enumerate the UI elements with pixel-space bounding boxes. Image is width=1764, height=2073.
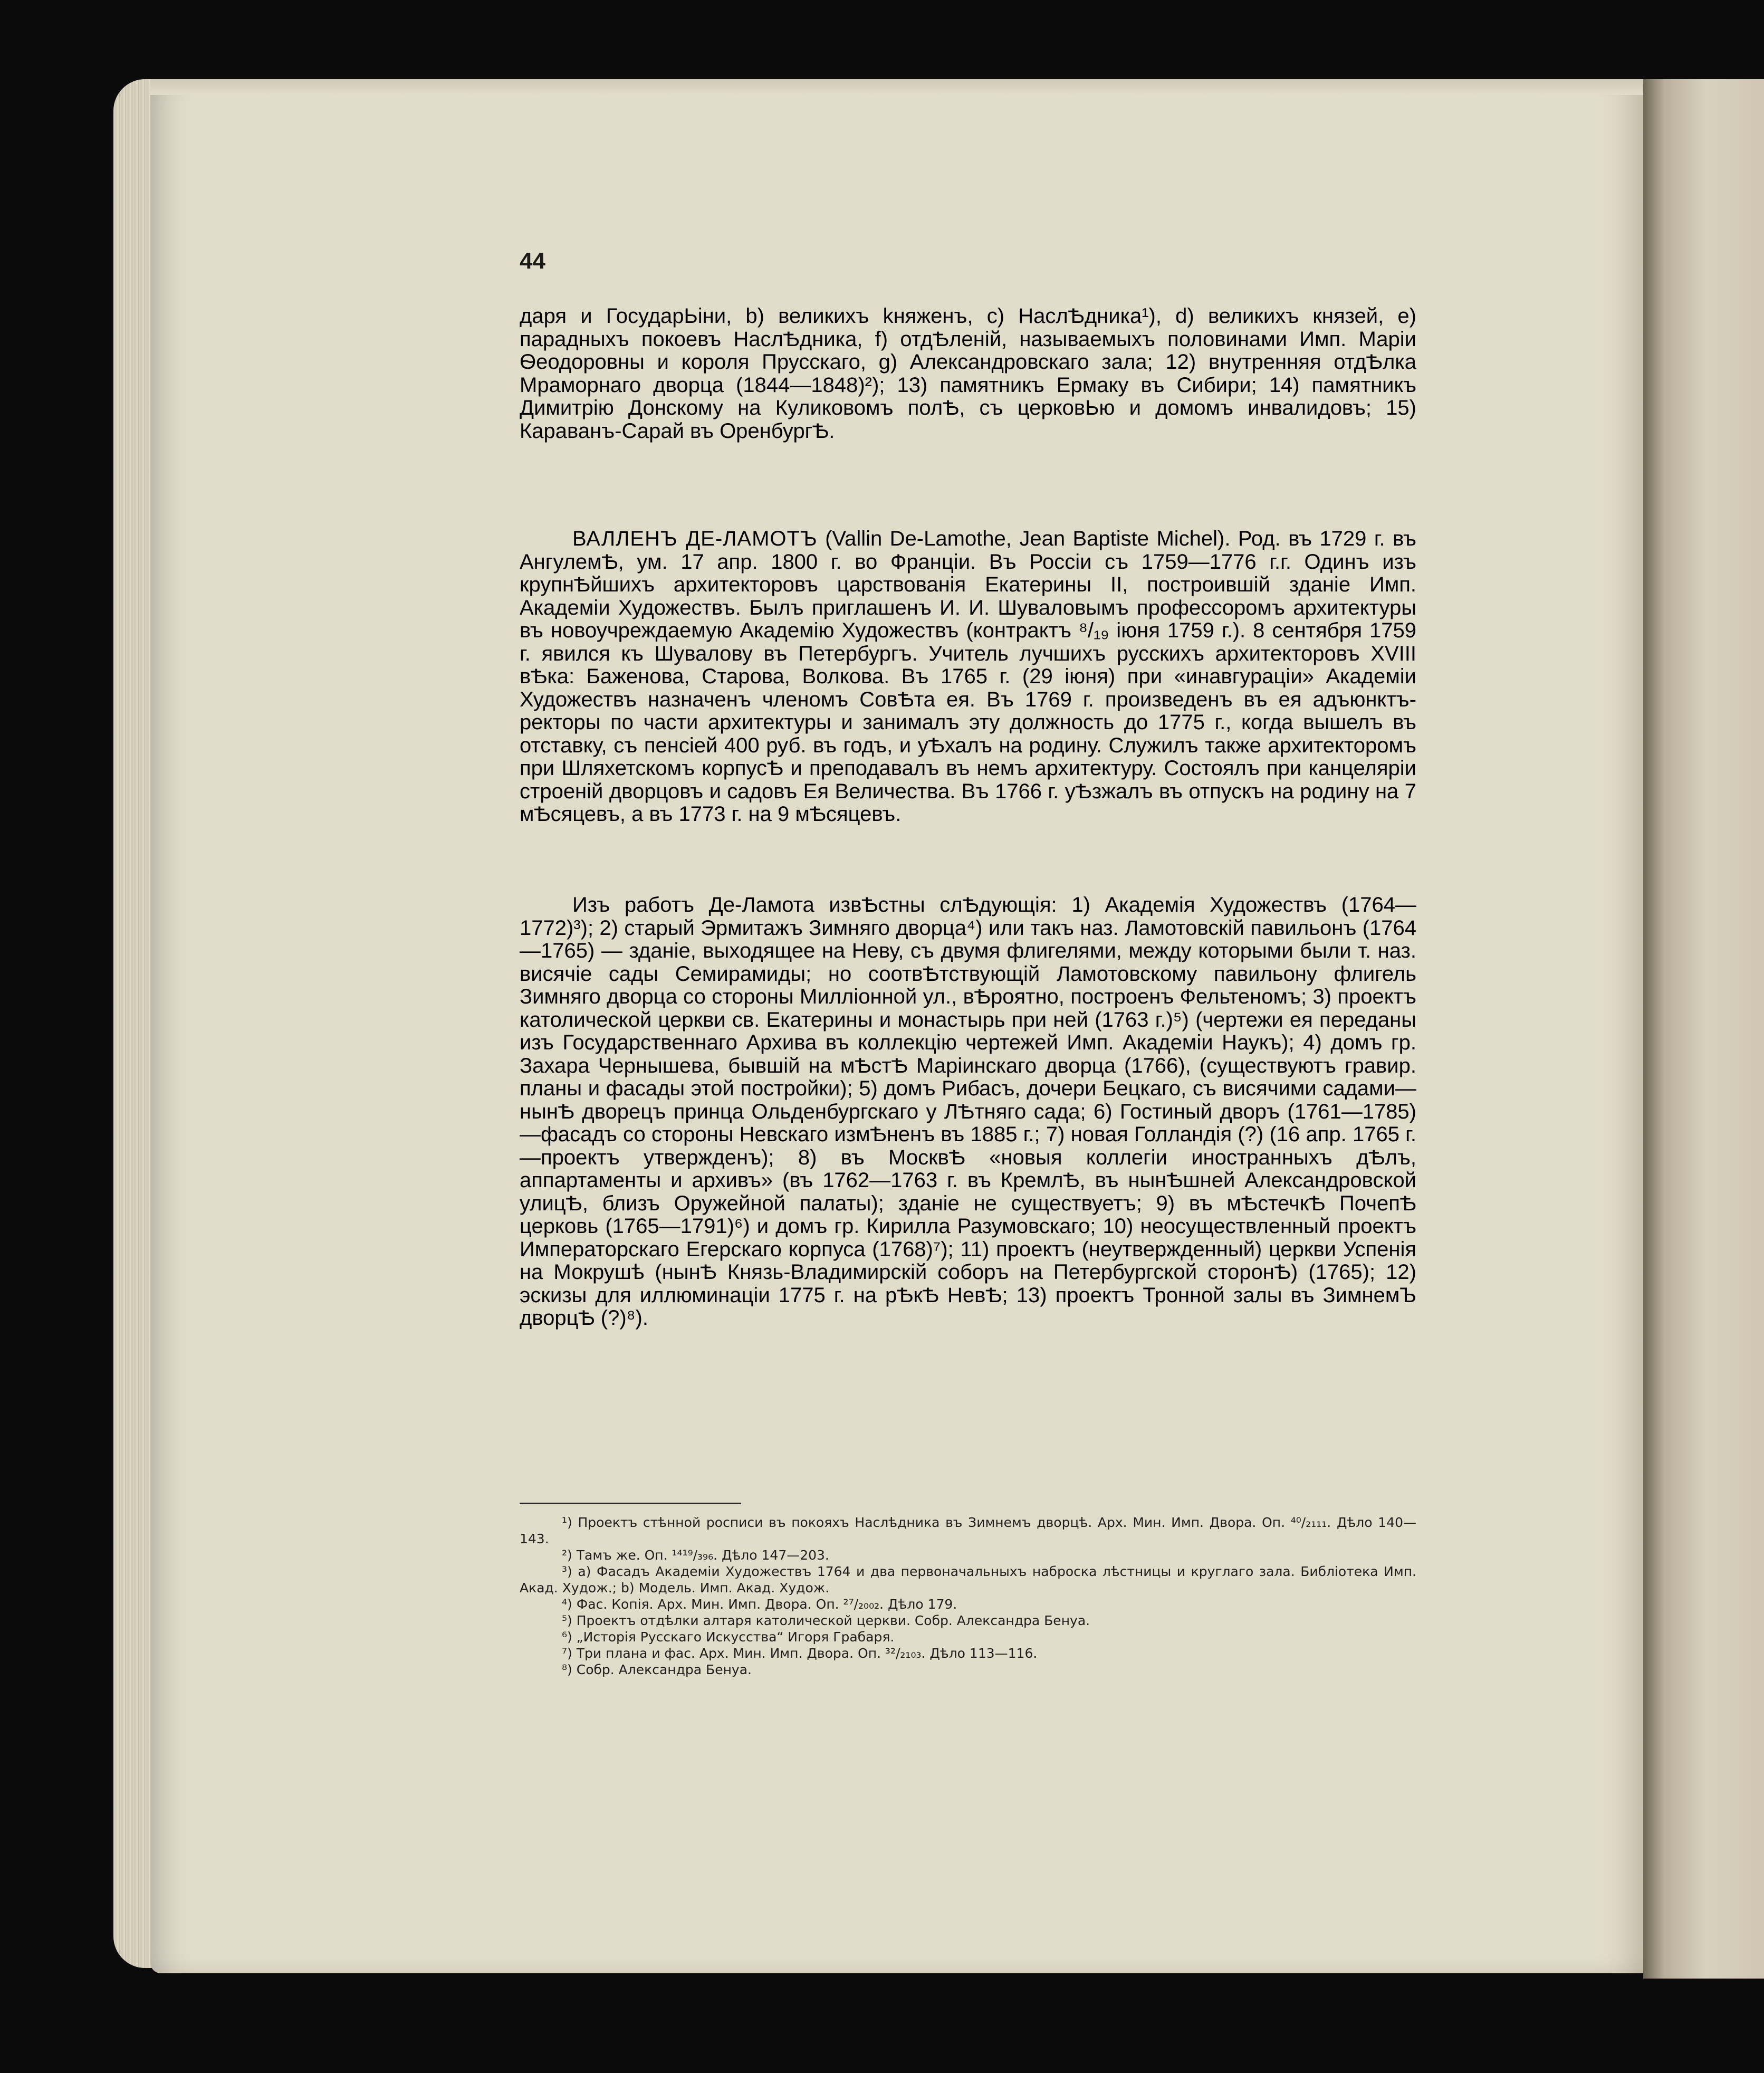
footnote-mark: ⁶) <box>562 1629 572 1645</box>
footnote <box>520 1596 1416 1612</box>
footnote-text: Три плана и фас. Арх. Мин. Имп. Двора. Оп. ³²/₂₁₀₃. Дѣло 113—116. <box>576 1646 1038 1661</box>
footnote <box>520 1547 1416 1563</box>
footnote <box>520 1612 1416 1629</box>
continuation-paragraph: даря и ГосударЬіни, b) великихъ kняженъ, c) НаслѢдника¹), d) великихъ князей, e) парадныхъ покоевъ НаслѢдника, f) отдѢленій, называемыхъ половинами Имп. Маріи Ѳеодоровны и короля Прусскаго, g) Александровскаго зала; 12) внутренняя отдѢлка Мраморнаго дворца (1844—1848)²); 13) памятникъ Ермаку въ Сибири; 14) памятникъ Димитрію Донскому на Куликовомъ полѢ, съ церковЬю и домомъ инвалидовъ; 15) Караванъ-Сарай въ ОренбургѢ. <box>520 304 1416 443</box>
footnote-mark: ⁷) <box>562 1646 572 1661</box>
footnote-text: Тамъ же. Оп. ¹⁴¹⁹/₃₉₆. Дѣло 147—203. <box>576 1547 829 1563</box>
footnote-text: Проектъ стѣнной росписи въ покояхъ Наслѣдника въ Зимнемъ дворцѣ. Арх. Мин. Имп. Двора. Оп. ⁴⁰/₂₁₁₁. Дѣло 140—143. <box>520 1515 1416 1546</box>
footnote-text: a) Фасадъ Академіи Художествъ 1764 и два первоначальныхъ наброска лѣстницы и круглаго зала. Библіотека Имп. Акад. Худож.; b) Модель. Имп. Акад. Худож. <box>520 1564 1416 1596</box>
footnote-mark: ⁵) <box>562 1613 572 1628</box>
footnote-mark: ²) <box>562 1547 572 1563</box>
footnote-rule <box>520 1503 741 1504</box>
page-top-edge <box>150 79 1643 95</box>
page-number: 44 <box>520 248 545 274</box>
entry-text: (Vallin De-Lamothe, Jean Baptiste Michel). Род. въ 1729 г. въ АнгулемѢ, ум. 17 апр. 1800 г. во Франціи. Въ Россіи съ 1759—1776 г.г. Одинъ изъ крупнѢйшихъ архитекторовъ царствованія Екатерины II, построившій зданіе Имп. Академіи Художествъ. Былъ приглашенъ И. И. Шуваловымъ профессоромъ архитектуры въ новоучреждаемую Академію Художествъ (контрактъ ⁸/₁₉ іюня 1759 г.). 8 сентября 1759 г. явился къ Шувалову въ Петербургъ. Учитель лучшихъ русскихъ архитекторовъ XVIII вѢка: Баженова, Старова, Волкова. Въ 1765 г. (29 іюня) при «инавгураціи» Академіи Художествъ назначенъ членомъ СовѢта ея. Въ 1769 г. произведенъ въ ея адъюнктъ-ректоры по части архитектуры и занималъ эту должность до 1775 г., когда вышелъ въ отставку, съ пенсіей 400 руб. въ годъ, и уѢхалъ на родину. Служилъ также архитекторомъ при Шляхетскомъ корпусѢ и преподавалъ въ немъ архитектуру. Состоялъ при канцеляріи строеній дворцовъ и садовъ Ея Величества. Въ 1766 г. уѢзжалъ въ отпускъ на родину на 7 мѢсяцевъ, а въ 1773 г. на 9 мѢсяцевъ. <box>520 527 1417 826</box>
footnotes <box>520 1514 1416 1678</box>
entry-heading: ВАЛЛЕНЪ ДЕ-ЛАМОТЪ <box>572 527 818 550</box>
footnote-mark: ⁸) <box>562 1662 572 1677</box>
facing-page-edge <box>1643 79 1764 1979</box>
footnote <box>520 1629 1416 1645</box>
footnote <box>520 1661 1416 1678</box>
footnote-mark: ⁴) <box>562 1597 572 1612</box>
footnote-mark: ³) <box>562 1564 572 1579</box>
works-paragraph: Изъ работъ Де-Ламота извѢстны слѢдующія: 1) Академія Художествъ (1764—1772)³); 2) старый Эрмитажъ Зимняго дворца⁴) или такъ наз. Ламотовскій павильонъ (1764—1765) — зданіе, выходящее на Неву, съ двумя флигелями, между которыми были т. наз. висячіе сады Семирамиды; но соотвѢтствующій Ламотовскому павильону флигель Зимняго дворца со стороны Милліонной ул., вѢроятно, построенъ Фельтеномъ; 3) проектъ католической церкви св. Екатерины и монастырь при ней (1763 г.)⁵) (чертежи ея переданы изъ Государственнаго Архива въ коллекцію чертежей Имп. Академіи Наукъ); 4) домъ гр. Захара Чернышева, бывшій на мѢстѢ Маріинскаго дворца (1766), (существуютъ гравир. планы и фасады этой постройки); 5) домъ Рибасъ, дочери Бецкаго, съ висячими садами—нынѢ дворецъ принца Ольденбургскаго у ЛѢтняго сада; 6) Гостиный дворъ (1761—1785)—фасадъ со стороны Невскаго измѢненъ въ 1885 г.; 7) новая Голландія (?) (16 апр. 1765 г.—проектъ утвержденъ); 8) въ МосквѢ «новыя коллегіи иностранныхъ дѢлъ, аппартаменты и архивъ» (въ 1762—1763 г. въ КремлѢ, въ нынѢшней Александровской улицѢ, близъ Оружейной палаты); зданіе не существуетъ; 9) въ мѢстечкѢ ПочепѢ церковь (1765—1791)⁶) и домъ гр. Кирилла Разумовскаго; 10) неосуществленный проектъ Императорскаго Егерскаго корпуса (1768)⁷); 11) проектъ (неутвержденный) церкви Успенія на Мокрушѣ (нынѢ Князь-Владимирскій соборъ на Петербургской сторонѢ) (1765); 12) эскизы для иллюминаціи 1775 г. на рѢкѢ НевѢ; 13) проектъ Тронной залы въ ЗимнемЪ дворцѢ (?)⁸). <box>520 893 1416 1330</box>
entry-paragraph <box>520 528 1416 826</box>
footnote-text: Проектъ отдѣлки алтаря католической церкви. Собр. Александра Бенуа. <box>576 1613 1090 1628</box>
footnote <box>520 1645 1416 1661</box>
footnote-text: Собр. Александра Бенуа. <box>576 1662 752 1677</box>
footnote-text: Фас. Копія. Арх. Мин. Имп. Двора. Оп. ²⁷/₂₀₀₂. Дѣло 179. <box>576 1597 957 1612</box>
footnote <box>520 1514 1416 1547</box>
footnote-text: „Исторія Русскаго Искусства“ Игоря Грабаря. <box>576 1629 895 1645</box>
footnote-mark: ¹) <box>562 1515 572 1530</box>
footnote <box>520 1563 1416 1596</box>
